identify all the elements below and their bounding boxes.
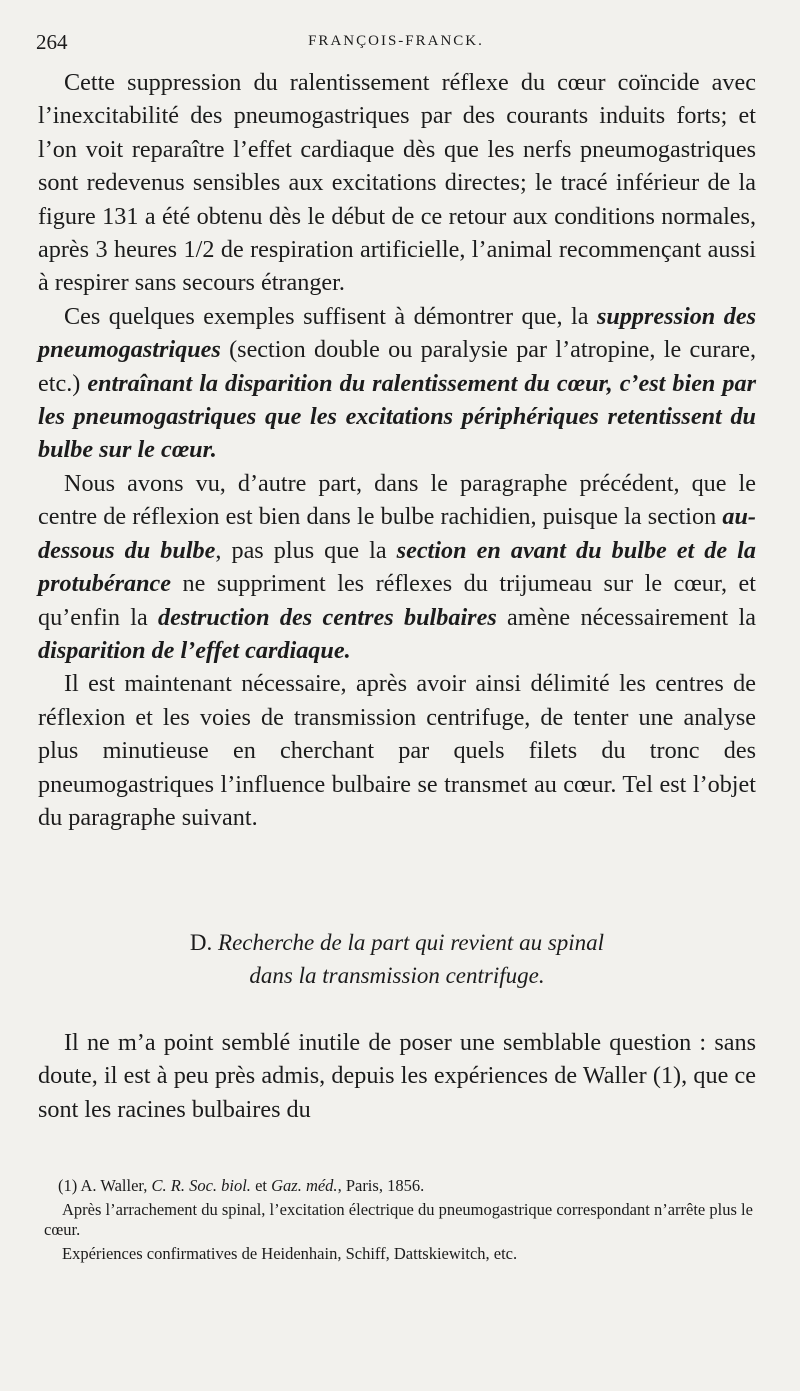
paragraph-2-emphasis-b: suppression des pneumogastriques bbox=[38, 302, 756, 364]
footnote-2: Après l’arrachement du spinal, l’excitation électrique du pneumogastrique correspondant n’arrête plus le cœur. bbox=[44, 1199, 753, 1239]
paragraph-3-text-e: ne suppriment les réflexes du trijumeau sur le cœur, et qu’enfin la bbox=[38, 570, 756, 631]
page-number: 264 bbox=[36, 30, 68, 54]
section-heading-line-1 bbox=[38, 926, 756, 959]
paragraph-3 bbox=[38, 467, 756, 667]
paragraph-3-text-g: amène nécessairement la bbox=[496, 603, 756, 631]
section-text bbox=[38, 1026, 756, 1126]
paragraph-2 bbox=[38, 300, 756, 467]
section-letter: D. bbox=[189, 930, 213, 955]
paragraph-3-emphasis-d: section en avant du bulbe et de la protubérance bbox=[38, 536, 756, 598]
paragraph-3-emphasis-h: disparition de l’effet cardiaque. bbox=[38, 636, 351, 664]
paragraph-2-text-a: Ces quelques exemples suffisent à démontrer que, la bbox=[64, 302, 597, 330]
paragraph-3-text-c: , pas plus que la bbox=[215, 536, 397, 564]
paragraph-3-text-a: Nous avons vu, d’autre part, dans le paragraphe précédent, que le centre de réflexion est bien dans le bulbe rachidien, puisque la section bbox=[38, 469, 756, 531]
section-title-line-1: Recherche de la part qui revient au spinal bbox=[218, 930, 605, 955]
footnote-1-text-a: (1) A. Waller, bbox=[58, 1176, 152, 1195]
paragraph-3-emphasis-b: au-dessous du bulbe bbox=[38, 503, 756, 564]
page-header bbox=[36, 30, 756, 54]
section-title-line-2: dans la transmission centrifuge. bbox=[249, 963, 545, 988]
footnote-1 bbox=[44, 1176, 756, 1197]
paragraph-4: Il est maintenant nécessaire, après avoir ainsi délimité les centres de réflexion et les voies de transmission centrifuge, de tenter une analyse plus minutieuse en cherchant par quels filets du tronc des pneumogastriques l’influence bulbaire se transmet au cœur. Tel est l’objet du paragraphe suivant. bbox=[38, 670, 756, 831]
section-heading bbox=[38, 926, 756, 992]
section-heading-line-2 bbox=[38, 959, 756, 992]
footnote-1-text-c: et bbox=[250, 1176, 272, 1195]
footnote-3: Expériences confirmatives de Heidenhain, Schiff, Dattskiewitch, etc. bbox=[62, 1243, 518, 1263]
footnote-1-journal-1: C. R. Soc. biol. bbox=[151, 1176, 251, 1195]
paragraph-5: Il ne m’a point semblé inutile de poser une semblable question : sans doute, il est à peu près admis, depuis les expériences de Waller (1), que ce sont les racines bulbaires du bbox=[38, 1029, 756, 1123]
running-head: FRANÇOIS-FRANCK. bbox=[308, 33, 484, 49]
footnote-1-journal-2: Gaz. méd. bbox=[271, 1176, 338, 1195]
footnotes bbox=[44, 1176, 756, 1267]
paragraph-3-emphasis-f: destruction des centres bulbaires bbox=[158, 603, 497, 631]
footnote-1-text-e: , Paris, 1856. bbox=[337, 1176, 425, 1195]
paragraph-2-emphasis-d: entraînant la disparition du ralentissement du cœur, c’est bien par les pneumogastriques que les excitations périphériques retentissent du bulbe sur le cœur. bbox=[38, 369, 757, 464]
paragraph-1: Cette suppression du ralentissement réflexe du cœur coïncide avec l’inexcitabilité des pneumogastriques par des courants induits forts; et l’on voit reparaître l’effet cardiaque dès que les nerfs pneumogastriques sont redevenus sensibles aux excitations directes; le tracé inférieur de la figure 131 a été obtenu dès le début de ce retour aux conditions normales, après 3 heures 1/2 de respiration artificielle, l’animal recommençant aussi à respirer sans secours étranger. bbox=[38, 69, 756, 297]
paragraph-2-text-c: (section double ou paralysie par l’atropine, le curare, etc.) bbox=[38, 336, 756, 397]
main-text bbox=[38, 66, 756, 834]
